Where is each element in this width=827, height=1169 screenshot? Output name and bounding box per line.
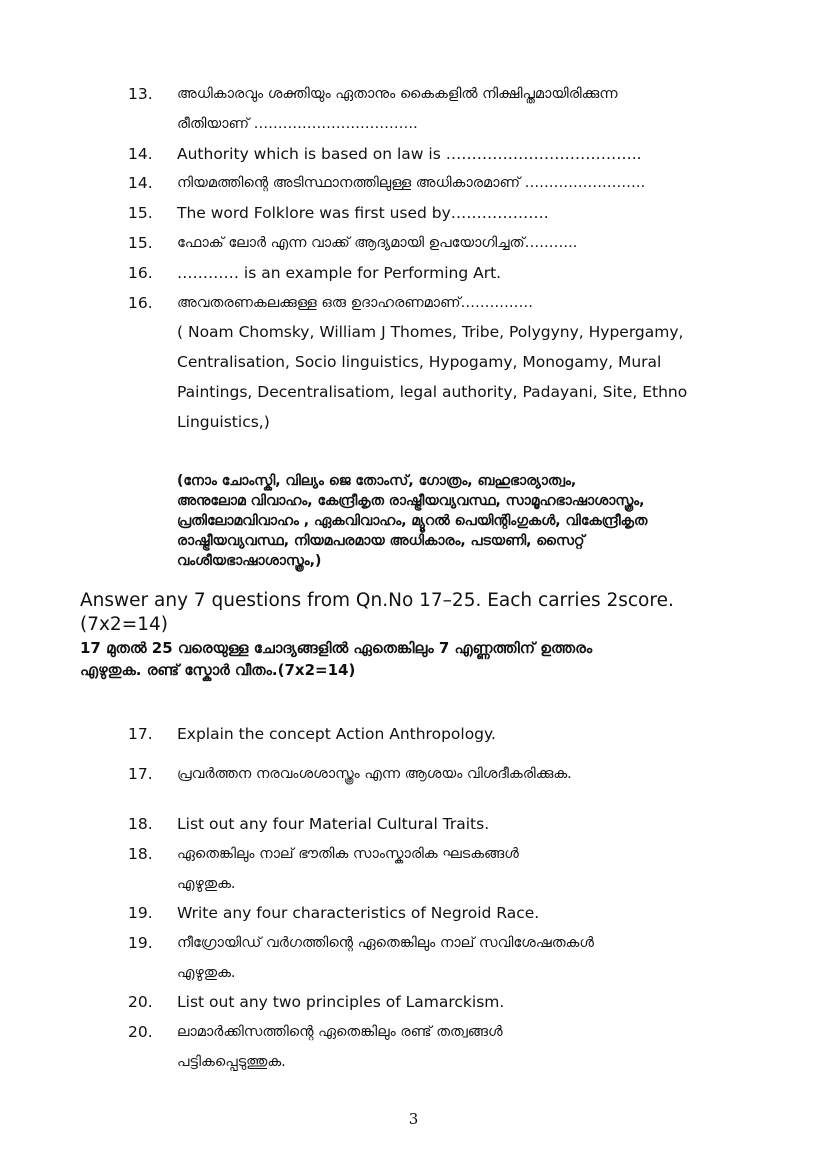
question-text: അധികാരവും ശക്തിയും ഏതാനും കൈകളിൽ നിക്ഷിപ്തമായിരിക്കുന്ന bbox=[177, 86, 618, 102]
question-text: The word Folklore was first used by………………. bbox=[177, 204, 549, 222]
options-line: രാഷ്ട്രീയവ്യവസ്ഥ, നിയമപരമായ അധികാരം, പടയണി, സൈറ്റ് bbox=[177, 533, 585, 549]
options-line: വംശീയഭാഷാശാസ്ത്രം,) bbox=[177, 553, 322, 569]
page-number: 3 bbox=[408, 1110, 419, 1128]
question-number: 15. bbox=[128, 204, 153, 222]
options-english bbox=[177, 322, 687, 442]
question-number: 19. bbox=[128, 934, 153, 952]
section-heading-ml: 17 മുതൽ 25 വരെയുള്ള ചോദ്യങ്ങളിൽ ഏതെങ്കിലും 7 എണ്ണത്തിന് ഉത്തരം bbox=[80, 639, 593, 657]
question-number: 18. bbox=[128, 815, 153, 833]
question-number: 15. bbox=[128, 234, 153, 252]
options-line: (നോം ചോംസ്കി, വില്യം ജെ തോംസ്, ഗോത്രം, ബഹുഭാര്യാത്വം, bbox=[177, 473, 577, 489]
options-line: Paintings, Decentralisatiom, legal authority, Padayani, Site, Ethno bbox=[177, 383, 688, 401]
question-text-cont: പട്ടികപ്പെടുത്തുക. bbox=[177, 1054, 286, 1070]
options-line: Linguistics,) bbox=[177, 413, 270, 431]
question-text: ഫോക് ലോർ എന്ന വാക്ക് ആദ്യമായി ഉപയോഗിച്ചത്……….. bbox=[177, 235, 578, 251]
question-number: 16. bbox=[128, 294, 153, 312]
question-text-cont: എഴുതുക. bbox=[177, 876, 236, 892]
question-text: ഏതെങ്കിലും നാല് ഭൗതിക സാംസ്കാരിക ഘടകങ്ങൾ bbox=[177, 846, 519, 862]
question-text: പ്രവർത്തന നരവംശശാസ്ത്രം എന്ന ആശയം വിശദീകരിക്കുക. bbox=[177, 766, 572, 782]
section-heading-ml-cont: എഴുതുക. രണ്ട് സ്കോർ വീതം.(7x2=14) bbox=[80, 661, 356, 679]
question-number: 18. bbox=[128, 845, 153, 863]
question-number: 20. bbox=[128, 993, 153, 1011]
question-number: 14. bbox=[128, 174, 153, 192]
question-text-cont: രീതിയാണ് ……………………………. bbox=[177, 116, 418, 132]
question-number: 17. bbox=[128, 725, 153, 743]
section-heading-en-score: (7x2=14) bbox=[80, 614, 168, 635]
question-text: നിയമത്തിന്റെ അടിസ്ഥാനത്തിലുള്ള അധികാരമാണ് ……………………. bbox=[177, 175, 646, 191]
options-malayalam bbox=[177, 471, 647, 571]
question-number: 13. bbox=[128, 85, 153, 103]
options-line: പ്രതിലോമവിവാഹം , ഏകവിവാഹം, മ്യൂറൽ പെയിന്റിംഗുകൾ, വികേന്ദ്രീകൃത bbox=[177, 513, 648, 529]
options-line: Centralisation, Socio linguistics, Hypogamy, Monogamy, Mural bbox=[177, 353, 662, 371]
options-line: അനുലോമ വിവാഹം, കേന്ദ്രീകൃത രാഷ്ട്രീയവ്യവസ്ഥ, സാമൂഹഭാഷാശാസ്ത്രം, bbox=[177, 493, 645, 509]
question-text: List out any two principles of Lamarckism. bbox=[177, 993, 505, 1011]
question-text: Explain the concept Action Anthropology. bbox=[177, 725, 496, 743]
question-number: 14. bbox=[128, 145, 153, 163]
question-number: 19. bbox=[128, 904, 153, 922]
question-text: Write any four characteristics of Negroid Race. bbox=[177, 904, 540, 922]
question-text: Authority which is based on law is ……………………………….. bbox=[177, 145, 642, 163]
question-number: 17. bbox=[128, 765, 153, 783]
question-number: 20. bbox=[128, 1023, 153, 1041]
question-text: List out any four Material Cultural Traits. bbox=[177, 815, 490, 833]
question-number: 16. bbox=[128, 264, 153, 282]
question-text: ………… is an example for Performing Art. bbox=[177, 264, 502, 282]
section-heading-en: Answer any 7 questions from Qn.No 17–25. Each carries 2score. bbox=[80, 590, 674, 611]
options-line: ( Noam Chomsky, William J Thomes, Tribe, Polygyny, Hypergamy, bbox=[177, 323, 684, 341]
question-text-cont: എഴുതുക. bbox=[177, 965, 236, 981]
question-text: ലാമാർക്കിസത്തിന്റെ ഏതെങ്കിലും രണ്ട് തത്വങ്ങൾ bbox=[177, 1024, 503, 1040]
section-heading bbox=[80, 589, 674, 681]
question-text: നീഗ്രോയിഡ് വർഗത്തിന്റെ ഏതെങ്കിലും നാല് സവിശേഷതകൾ bbox=[177, 935, 594, 951]
question-text: അവതരണകലക്കുള്ള ഒരു ഉദാഹരണമാണ്…………… bbox=[177, 295, 534, 311]
